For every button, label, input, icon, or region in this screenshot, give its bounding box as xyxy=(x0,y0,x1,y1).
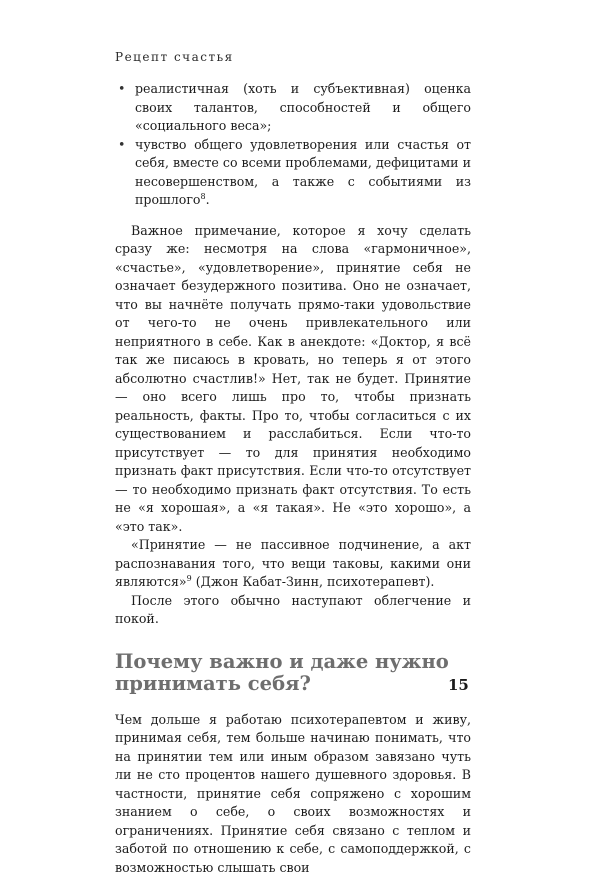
page-content xyxy=(115,80,471,877)
paragraph-note: Важное примечание, которое я хочу сделать сразу же: несмотря на слова «гармоничное», «счастье», «удовлетворение», принятие себя не означает безудержного позитива. Оно не означает, что вы начнёте получать прямо-таки удовольствие от чего-то не очень привлекательного или неприятного в себе. Как в анекдоте: «Доктор, я всё так же писаюсь в кровать, но теперь я от этого абсолютно счастлив!» Нет, так не будет. Принятие — оно всего лишь про то, чтобы признать реальность, факты. Про то, чтобы согласиться с их существованием и расслабиться. Если что-то присутствует — то для принятия необходимо признать факт присутствия. Если что-то отсутствует — то необходимо признать факт отсутствия. То есть не «я хорошая», а «я такая». Не «это хорошо», а «это так». xyxy=(115,222,471,537)
section-paragraph: Чем дольше я работаю психотерапевтом и живу, принимая себя, тем больше начинаю понимать, что на принятии тем или иным образом завязано чуть ли не сто процентов нашего душевного здоровья. В частности, принятие себя сопряжено с хорошим знанием о себе, о своих возможностях и ограничениях. Принятие себя связано с теплом и заботой по отношению к себе, с самоподдержкой, с возможностью слышать свои xyxy=(115,711,471,877)
bullet-text: реалистичная (хоть и субъективная) оценка своих талантов, способностей и общего «социального веса»; xyxy=(135,81,471,133)
paragraph-relief: После этого обычно наступают облегчение и покой. xyxy=(115,592,471,629)
bullet-tail: . xyxy=(206,192,210,207)
footnote-ref[interactable]: 8 xyxy=(201,192,206,201)
paragraph-quote xyxy=(115,536,471,592)
quote-text: «Принятие — не пассивное подчинение, а акт распознавания того, что вещи таковы, какими они являются» xyxy=(115,537,471,589)
bullet-list xyxy=(115,80,471,210)
quote-attribution: (Джон Кабат-Зинн, психотерапевт). xyxy=(192,574,435,589)
bullet-item xyxy=(115,136,471,210)
bullet-icon: • xyxy=(118,136,125,155)
bullet-item xyxy=(115,80,471,136)
section-heading: Почему важно и даже нужно принимать себя? xyxy=(115,651,471,695)
footnote-ref[interactable]: 9 xyxy=(187,574,192,583)
page-number: 15 xyxy=(448,676,469,694)
bullet-icon: • xyxy=(118,80,125,99)
bullet-text: чувство общего удовлетворения или счастья от себя, вместе со всеми проблемами, дефицитами и несовершенством, а также с событиями из прошлого xyxy=(135,137,471,208)
running-header: Рецепт счастья xyxy=(115,50,234,64)
